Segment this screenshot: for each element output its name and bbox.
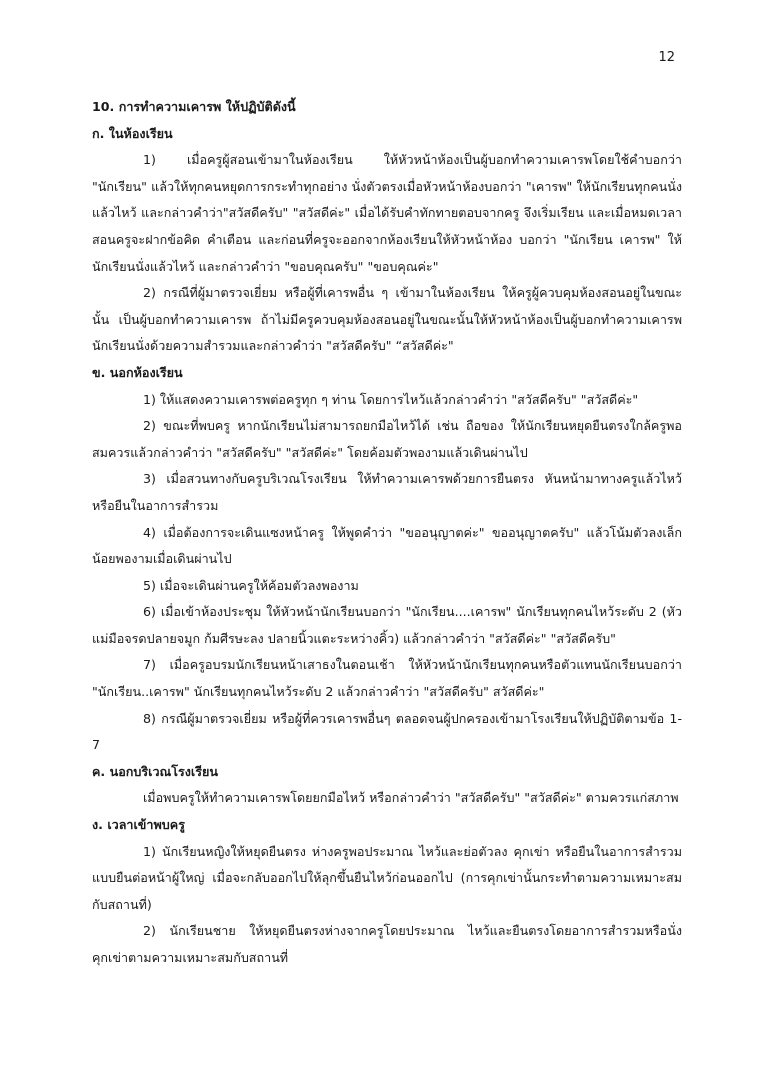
paragraph: 2) ขณะที่พบครู หากนักเรียนไม่สามารถยกมือไหว้ได้ เช่น ถือของ ให้นักเรียนหยุดยืนตรงใกล้ครูพอสมควรแล้วกล่าวคำว่า "สวัสดีครับ" "สวัสดีค่ะ" โดยค้อมตัวพองามแล้วเดินผ่านไป [92,418,682,460]
subsection-heading-outside-school: ค. นอกบริเวณโรงเรียน [92,763,218,779]
paragraph: 8) กรณีผู้มาตรวจเยี่ยม หรือผู้ที่ควรเคารพอื่นๆ ตลอดจนผู้ปกครองเข้ามาโรงเรียนให้ปฏิบัติตามข้อ 1-7 [92,710,682,753]
subsection-heading-meeting-teacher: ง. เวลาเข้าพบครู [92,817,185,833]
paragraph: 1) เมื่อครูผู้สอนเข้ามาในห้องเรียน ให้หัวหน้าห้องเป็นผู้บอกทำความเคารพโดยใช้คำบอกว่า "นักเรียน" แล้วให้ทุกคนหยุดการกระทำทุกอย่าง นั่งตัวตรงเมื่อหัวหน้าห้องบอกว่า "เคารพ" ให้นักเรียนทุกคนนั่ง แล้วไหว้ และกล่าวคำว่า"สวัสดีครับ" "สวัสดีค่ะ" เมื่อได้รับคำทักทายตอบจากครู จึงเริ่มเรียน และเมื่อหมดเวลาสอนครูจะฝากข้อคิด คำเตือน และก่อนที่ครูจะออกจากห้องเรียนให้หัวหน้าห้อง บอกว่า "นักเรียน เคารพ" ให้นักเรียนนั่งแล้วไหว้ และกล่าวคำว่า "ขอบคุณครับ" "ขอบคุณค่ะ" [92,152,687,274]
paragraph: 6) เมื่อเข้าห้องประชุม ให้หัวหน้านักเรียนบอกว่า "นักเรียน....เคารพ" นักเรียนทุกคนไหว้ระดับ 2 (หัวแม่มือจรดปลายจมูก ก้มศีรษะลง ปลายนิ้วแตะระหว่างคิ้ว) แล้วกล่าวคำว่า "สวัสดีค่ะ" "สวัสดีครับ" [92,604,682,646]
subsection-heading-in-classroom: ก. ในห้องเรียน [92,125,173,141]
document-body [92,94,687,972]
subsection-heading-outside-classroom: ข. นอกห้องเรียน [92,364,183,380]
paragraph: 2) นักเรียนชาย ให้หยุดยืนตรงห่างจากครูโดยประมาณ ไหว้และยืนตรงโดยอาการสำรวมหรือนั่งคุกเข่าตามความเหมาะสมกับสถานที่ [92,923,682,965]
paragraph: 7) เมื่อครูอบรมนักเรียนหน้าเสาธงในตอนเช้า ให้หัวหน้านักเรียนทุกคนหรือตัวแทนนักเรียนบอกว่า "นักเรียน..เคารพ" นักเรียนทุกคนไหว้ระดับ 2 แล้วกล่าวคำว่า "สวัสดีครับ" สวัสดีค่ะ" [92,657,687,700]
page-number: 12 [658,50,675,65]
paragraph: 5) เมื่อจะเดินผ่านครูให้ค้อมตัวลงพองาม [143,577,359,593]
paragraph: เมื่อพบครูให้ทำความเคารพโดยยกมือไหว้ หรือกล่าวคำว่า "สวัสดีครับ" "สวัสดีค่ะ" ตามควรแก่สภาพ [143,790,679,806]
paragraph: 1) ให้แสดงความเคารพต่อครูทุก ๆ ท่าน โดยการไหว้แล้วกล่าวคำว่า "สวัสดีครับ" "สวัสดีค่ะ" [143,391,639,407]
paragraph: 3) เมื่อสวนทางกับครูบริเวณโรงเรียน ให้ทำความเคารพด้วยการยืนตรง หันหน้ามาทางครูแล้วไหว้ หรือยืนในอาการสำรวม [92,471,687,513]
paragraph: 4) เมื่อต้องการจะเดินแซงหน้าครู ให้พูดคำว่า "ขออนุญาตค่ะ" ขออนุญาตครับ" แล้วโน้มตัวลงเล็กน้อยพองามเมื่อเดินผ่านไป [92,524,682,567]
paragraph: 1) นักเรียนหญิงให้หยุดยืนตรง ห่างครูพอประมาณ ไหว้และย่อตัวลง คุกเข่า หรือยืนในอาการสำรวมแบบยืนต่อหน้าผู้ใหญ่ เมื่อจะกลับออกไปให้ลุกขึ้นยืนไหว้ก่อนออกไป (การคุกเข่านั้นกระทำตามความเหมาะสมกับสถานที่) [92,843,682,912]
paragraph: 2) กรณีที่ผู้มาตรวจเยี่ยม หรือผู้ที่เคารพอื่น ๆ เข้ามาในห้องเรียน ให้ครูผู้ควบคุมห้องสอนอยู่ในขณะนั้น เป็นผู้บอกทำความเคารพ ถ้าไม่มีครูควบคุมห้องสอนอยู่ในขณะนั้นให้หัวหน้าห้องเป็นผู้บอกทำความเคารพ นักเรียนนั่งด้วยความสำรวมและกล่าวคำว่า "สวัสดีครับ" “สวัสดีค่ะ" [92,285,687,354]
section-title: 10. การทำความเคารพ ให้ปฏิบัติดังนี้ [92,99,296,114]
